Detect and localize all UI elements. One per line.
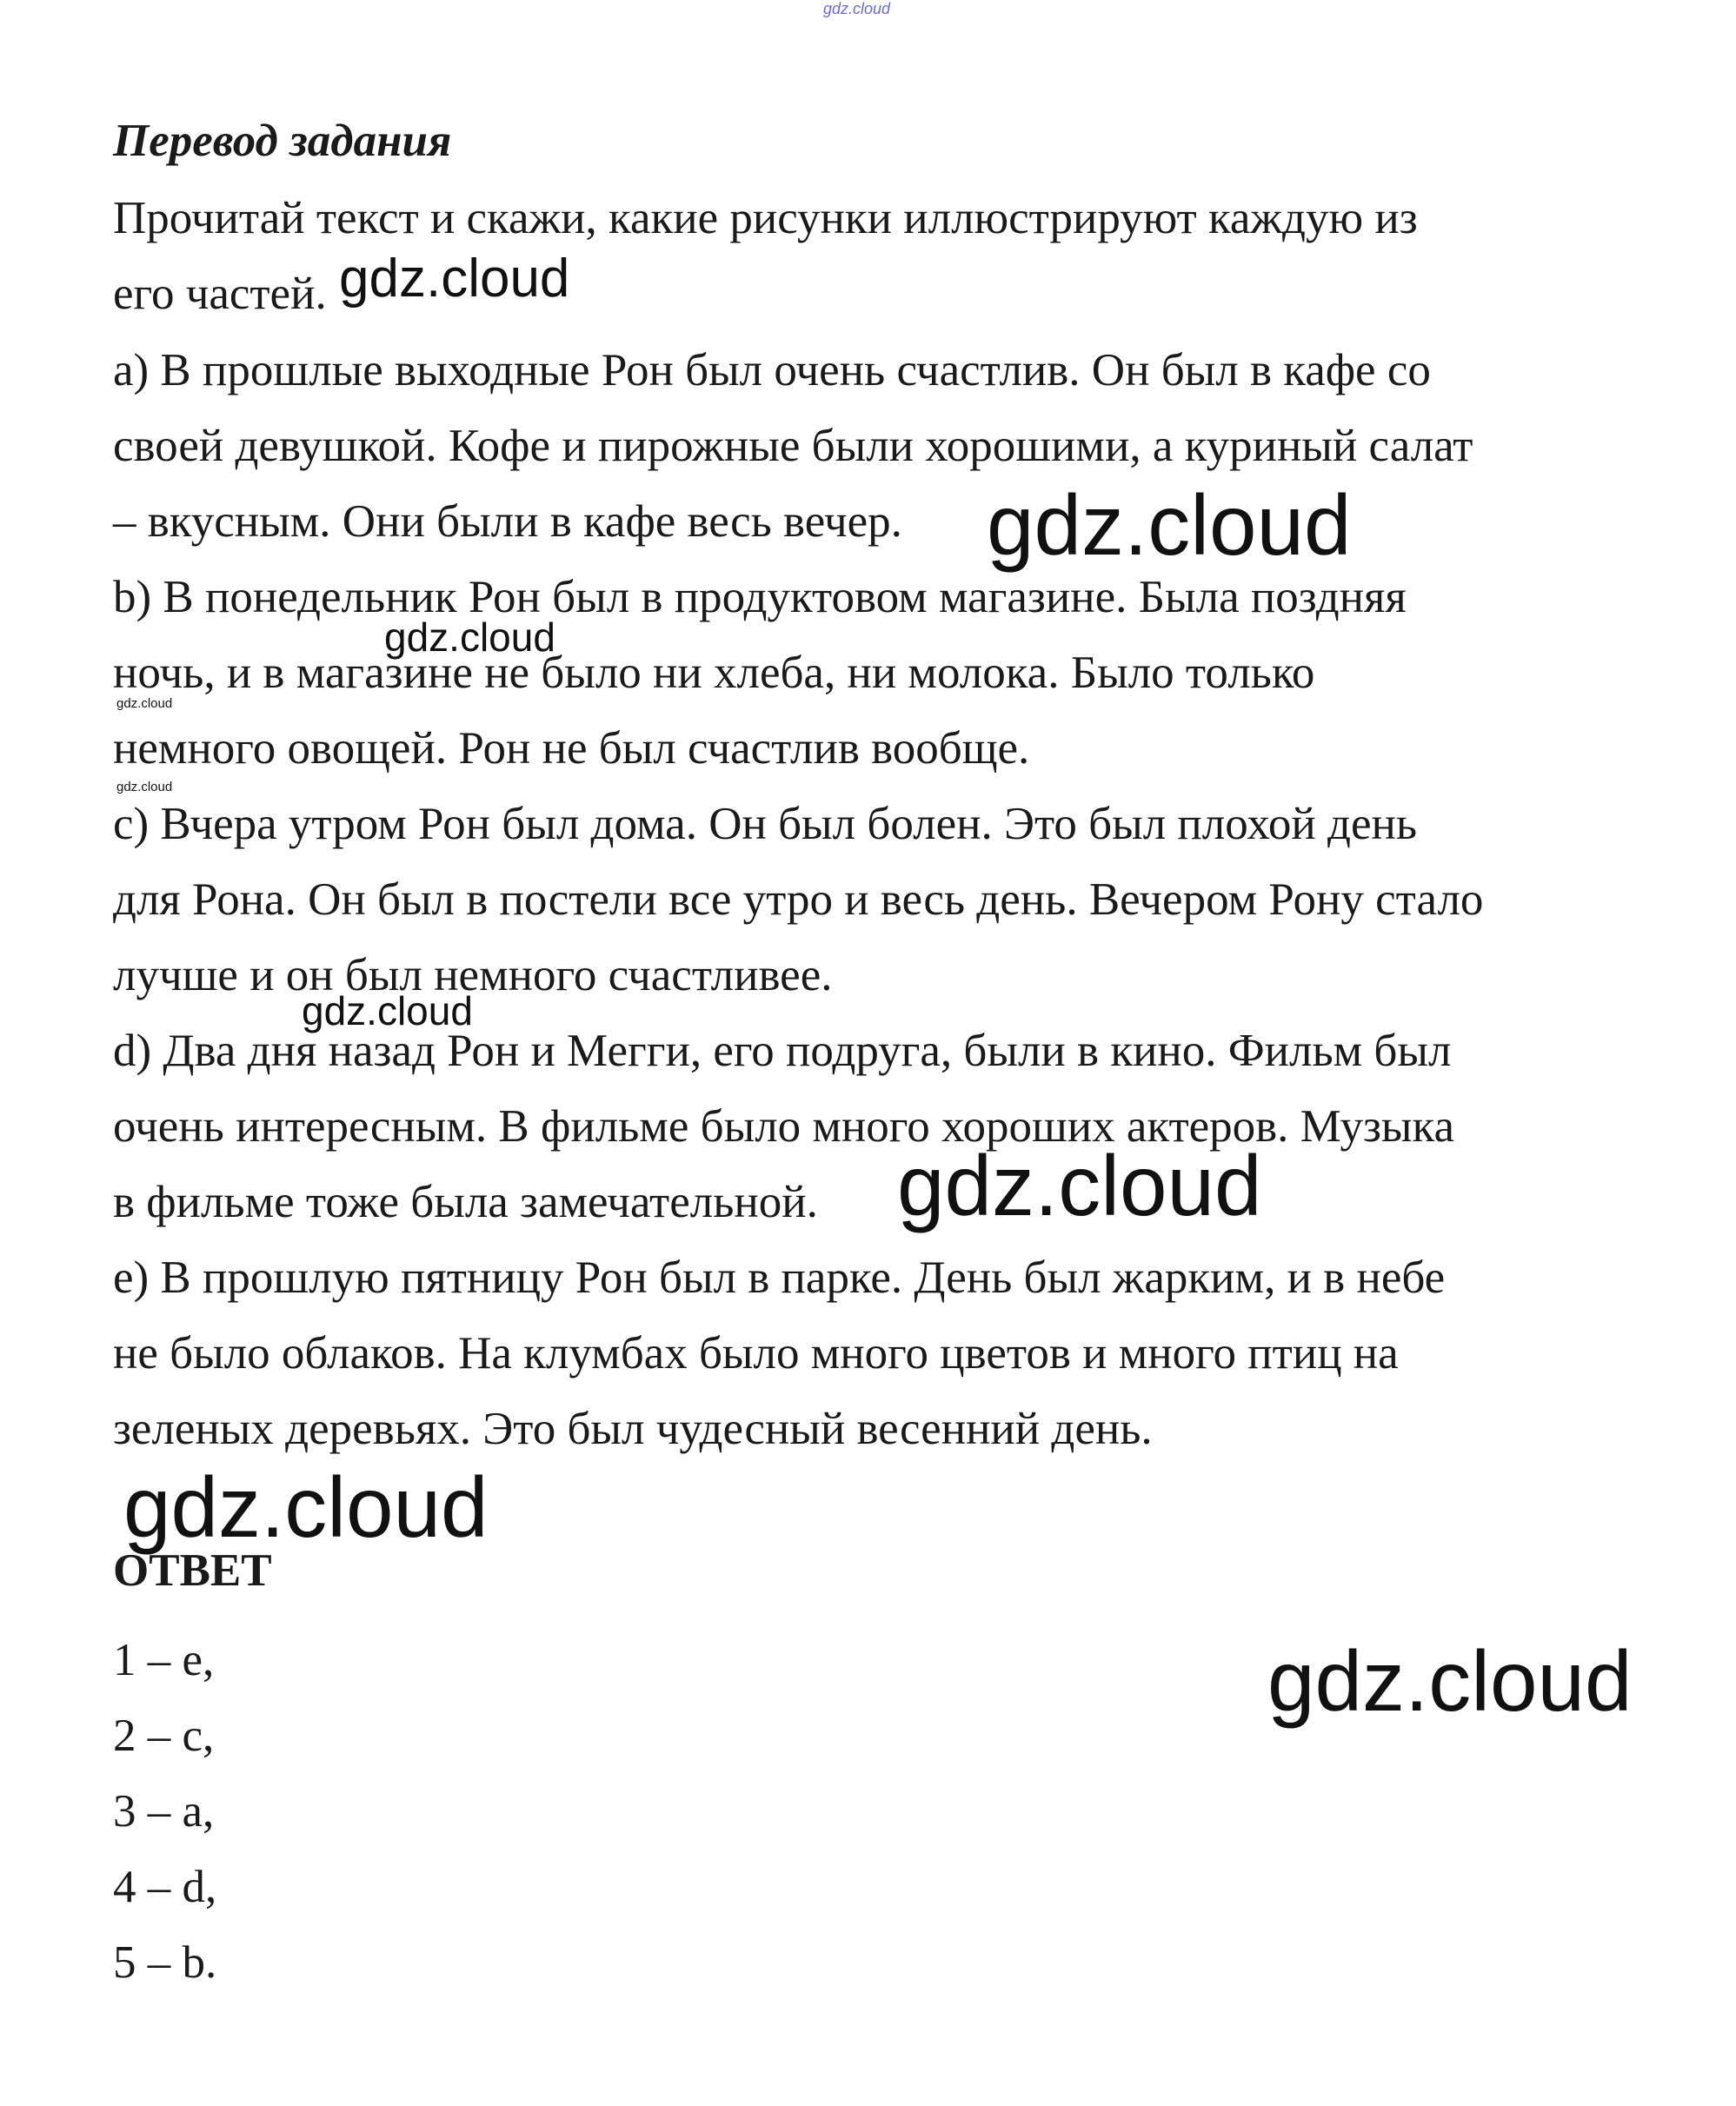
paragraph-a-line: a) В прошлые выходные Рон был очень счастлив. Он был в кафе со (113, 345, 1431, 395)
watermark: gdz.cloud (1267, 1633, 1633, 1729)
paragraph-d-line: d) Два дня назад Рон и Мегги, его подруга, были в кино. Фильм был (113, 1026, 1452, 1076)
paragraph-c-line: для Рона. Он был в постели все утро и весь день. Вечером Рону стало (113, 874, 1484, 925)
paragraph-b-line: b) В понедельник Рон был в продуктовом магазине. Была поздняя (113, 572, 1407, 622)
watermark: gdz.cloud (123, 1459, 489, 1555)
watermark: gdz.cloud (116, 780, 173, 794)
paragraph-c-line: c) Вчера утром Рон был дома. Он был болен. Это был плохой день (113, 799, 1418, 849)
paragraph-e-line: зеленых деревьях. Это был чудесный весенний день. (113, 1404, 1153, 1454)
watermark: gdz.cloud (987, 477, 1352, 573)
paragraph-e-line: e) В прошлую пятницу Рон был в парке. День был жарким, и в небе (113, 1252, 1446, 1303)
task-heading: Перевод задания (113, 116, 452, 166)
paragraph-d-line: очень интересным. В фильме было много хороших актеров. Музыка (113, 1101, 1454, 1152)
watermark: gdz.cloud (384, 615, 555, 660)
watermark: gdz.cloud (897, 1138, 1262, 1233)
answer-item: 3 – a, (113, 1786, 215, 1837)
task-line: Прочитай текст и скажи, какие рисунки иллюстрируют каждую из (113, 193, 1418, 243)
answer-item: 4 – d, (113, 1862, 217, 1912)
answer-item: 5 – b. (113, 1937, 217, 1988)
paragraph-b-line: немного овощей. Рон не был счастлив вообще. (113, 723, 1030, 774)
top-watermark: gdz.cloud (823, 0, 891, 17)
watermark: gdz.cloud (302, 988, 473, 1033)
watermark: gdz.cloud (116, 696, 173, 711)
task-line: его частей. (113, 269, 327, 319)
paragraph-c-line: лучше и он был немного счастливее. (113, 950, 833, 1000)
paragraph-b-line: ночь, и в магазине не было ни хлеба, ни молока. Было только (113, 648, 1315, 698)
paragraph-d-line: в фильме тоже была замечательной. (113, 1177, 818, 1227)
answer-item: 1 – e, (113, 1635, 215, 1685)
answer-item: 2 – c, (113, 1711, 215, 1761)
answer-title: ОТВЕТ (113, 1545, 272, 1596)
paragraph-a-line: своей девушкой. Кофе и пирожные были хорошими, а куриный салат (113, 421, 1473, 471)
paragraph-a-line: – вкусным. Они были в кафе весь вечер. (113, 496, 902, 547)
watermark: gdz.cloud (339, 249, 570, 309)
paragraph-e-line: не было облаков. На клумбах было много цветов и много птиц на (113, 1328, 1399, 1379)
